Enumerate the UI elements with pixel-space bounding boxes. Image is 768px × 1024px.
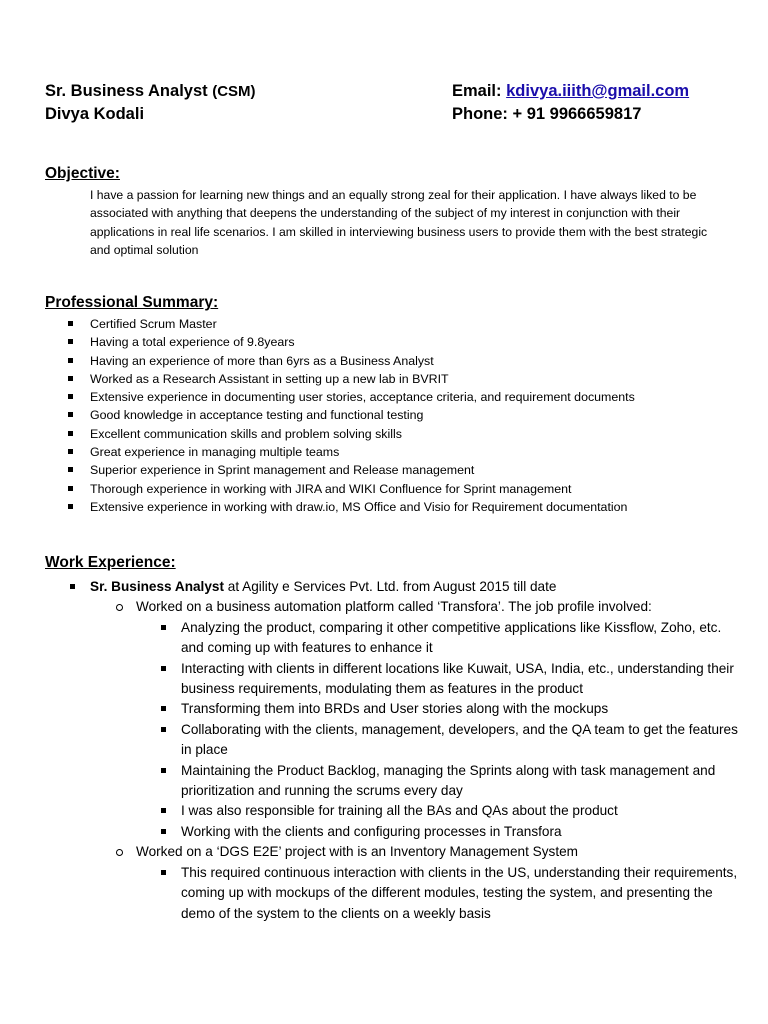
bullet-square-icon	[68, 449, 73, 454]
job-title	[45, 82, 452, 101]
list-item	[68, 461, 748, 479]
list-item	[70, 863, 740, 924]
project-description: Worked on a ‘DGS E2E’ project with is an Inventory Management System	[136, 844, 578, 860]
bullet-square-icon	[68, 358, 73, 363]
bullet-square-icon	[70, 584, 75, 589]
list-item-text: Working with the clients and configuring processes in Transfora	[181, 823, 562, 839]
list-item	[68, 370, 748, 388]
bullet-circle-icon	[116, 849, 123, 856]
list-item-text: Worked as a Research Assistant in setting up a new lab in BVRIT	[90, 371, 449, 386]
bullet-square-icon	[68, 339, 73, 344]
list-item-text: Interacting with clients in different locations like Kuwait, USA, India, etc., understanding their business requirements, modulating them as features in the product	[181, 660, 734, 697]
job-title-main: Sr. Business Analyst	[45, 82, 208, 100]
resume-header	[45, 80, 728, 126]
email-link[interactable]: kdivya.iiith@gmail.com	[506, 82, 690, 100]
summary-list	[68, 315, 748, 516]
bullet-square-icon	[68, 431, 73, 436]
bullet-square-icon	[68, 486, 73, 491]
bullet-square-icon	[161, 808, 166, 813]
job-role: Sr. Business Analyst	[90, 579, 224, 594]
list-item	[68, 352, 748, 370]
list-item-text: Certified Scrum Master	[90, 317, 217, 331]
list-item-text: Good knowledge in acceptance testing and functional testing	[90, 408, 424, 423]
bullet-circle-icon	[116, 604, 123, 611]
list-item	[68, 480, 748, 498]
bullet-square-icon	[68, 504, 73, 509]
list-item	[68, 315, 748, 333]
list-item-text: Maintaining the Product Backlog, managing the Sprints along with task management and prioritization and running the scrums every day	[181, 762, 716, 799]
list-item-text: Thorough experience in working with JIRA and WIKI Confluence for Sprint management	[90, 481, 572, 496]
job-title-suffix: (CSM)	[212, 83, 256, 100]
bullet-square-icon	[68, 467, 73, 472]
list-item-text: Having a total experience of 9.8years	[90, 335, 295, 350]
job-details: at Agility e Services Pvt. Ltd. from August 2015 till date	[223, 579, 557, 594]
list-item-text: Great experience in managing multiple teams	[90, 445, 340, 460]
list-item	[70, 659, 740, 700]
list-item-text: Extensive experience in documenting user stories, acceptance criteria, and requirement documents	[90, 390, 635, 405]
list-item	[70, 822, 740, 842]
list-item	[68, 425, 748, 443]
bullet-square-icon	[161, 829, 166, 834]
list-item-text: Having an experience of more than 6yrs as a Business Analyst	[90, 353, 434, 368]
list-item	[70, 699, 740, 719]
project-entry	[70, 597, 740, 617]
list-item-text: Analyzing the product, comparing it other competitive applications like Kissflow, Zoho, etc. and coming up with features to enhance it	[181, 619, 722, 656]
bullet-square-icon	[68, 376, 73, 381]
summary-heading: Professional Summary:	[45, 294, 219, 311]
list-item-text: Collaborating with the clients, management, developers, and the QA team to get the features in place	[181, 721, 738, 758]
email-line	[452, 82, 689, 101]
work-heading: Work Experience:	[45, 554, 176, 571]
bullet-square-icon	[68, 394, 73, 399]
list-item-text: Superior experience in Sprint management and Release management	[90, 463, 475, 478]
bullet-square-icon	[161, 625, 166, 630]
project-description: Worked on a business automation platform called ‘Transfora’. The job profile involved:	[136, 599, 652, 615]
work-experience	[70, 577, 740, 924]
bullet-square-icon	[161, 706, 166, 711]
job-entry	[70, 577, 740, 597]
project-entry	[70, 842, 740, 862]
objective-heading: Objective:	[45, 165, 120, 182]
list-item	[70, 801, 740, 821]
list-item	[70, 761, 740, 802]
candidate-name: Divya Kodali	[45, 105, 145, 123]
bullet-square-icon	[68, 412, 73, 417]
bullet-square-icon	[68, 321, 73, 326]
list-item-text: I was also responsible for training all the BAs and QAs about the product	[181, 803, 618, 819]
bullet-square-icon	[161, 870, 166, 875]
bullet-square-icon	[161, 768, 166, 773]
list-item	[68, 388, 748, 406]
bullet-square-icon	[161, 666, 166, 671]
email-label: Email:	[452, 82, 502, 100]
objective-text: I have a passion for learning new things and an equally strong zeal for their application. I have always liked to be associated with anything that deepens the understanding of the subject of my interest in conjunction with their applications in real life scenarios. I am skilled in interviewing business users to provide them with the best strategic and optimal solution	[90, 188, 708, 258]
list-item	[68, 498, 748, 516]
list-item-text: Excellent communication skills and problem solving skills	[90, 426, 402, 441]
list-item	[70, 720, 740, 761]
list-item-text: This required continuous interaction with clients in the US, understanding their requirements, coming up with mockups of the different modules, testing the system, and presenting the demo of the system to the clients on a weekly basis	[181, 864, 738, 921]
bullet-square-icon	[161, 727, 166, 732]
list-item-text: Extensive experience in working with draw.io, MS Office and Visio for Requirement documentation	[90, 499, 628, 514]
list-item	[68, 406, 748, 424]
phone-line: Phone: + 91 9966659817	[452, 105, 642, 123]
list-item	[68, 443, 748, 461]
list-item	[68, 333, 748, 351]
list-item-text: Transforming them into BRDs and User stories along with the mockups	[181, 701, 609, 717]
list-item	[70, 618, 740, 659]
